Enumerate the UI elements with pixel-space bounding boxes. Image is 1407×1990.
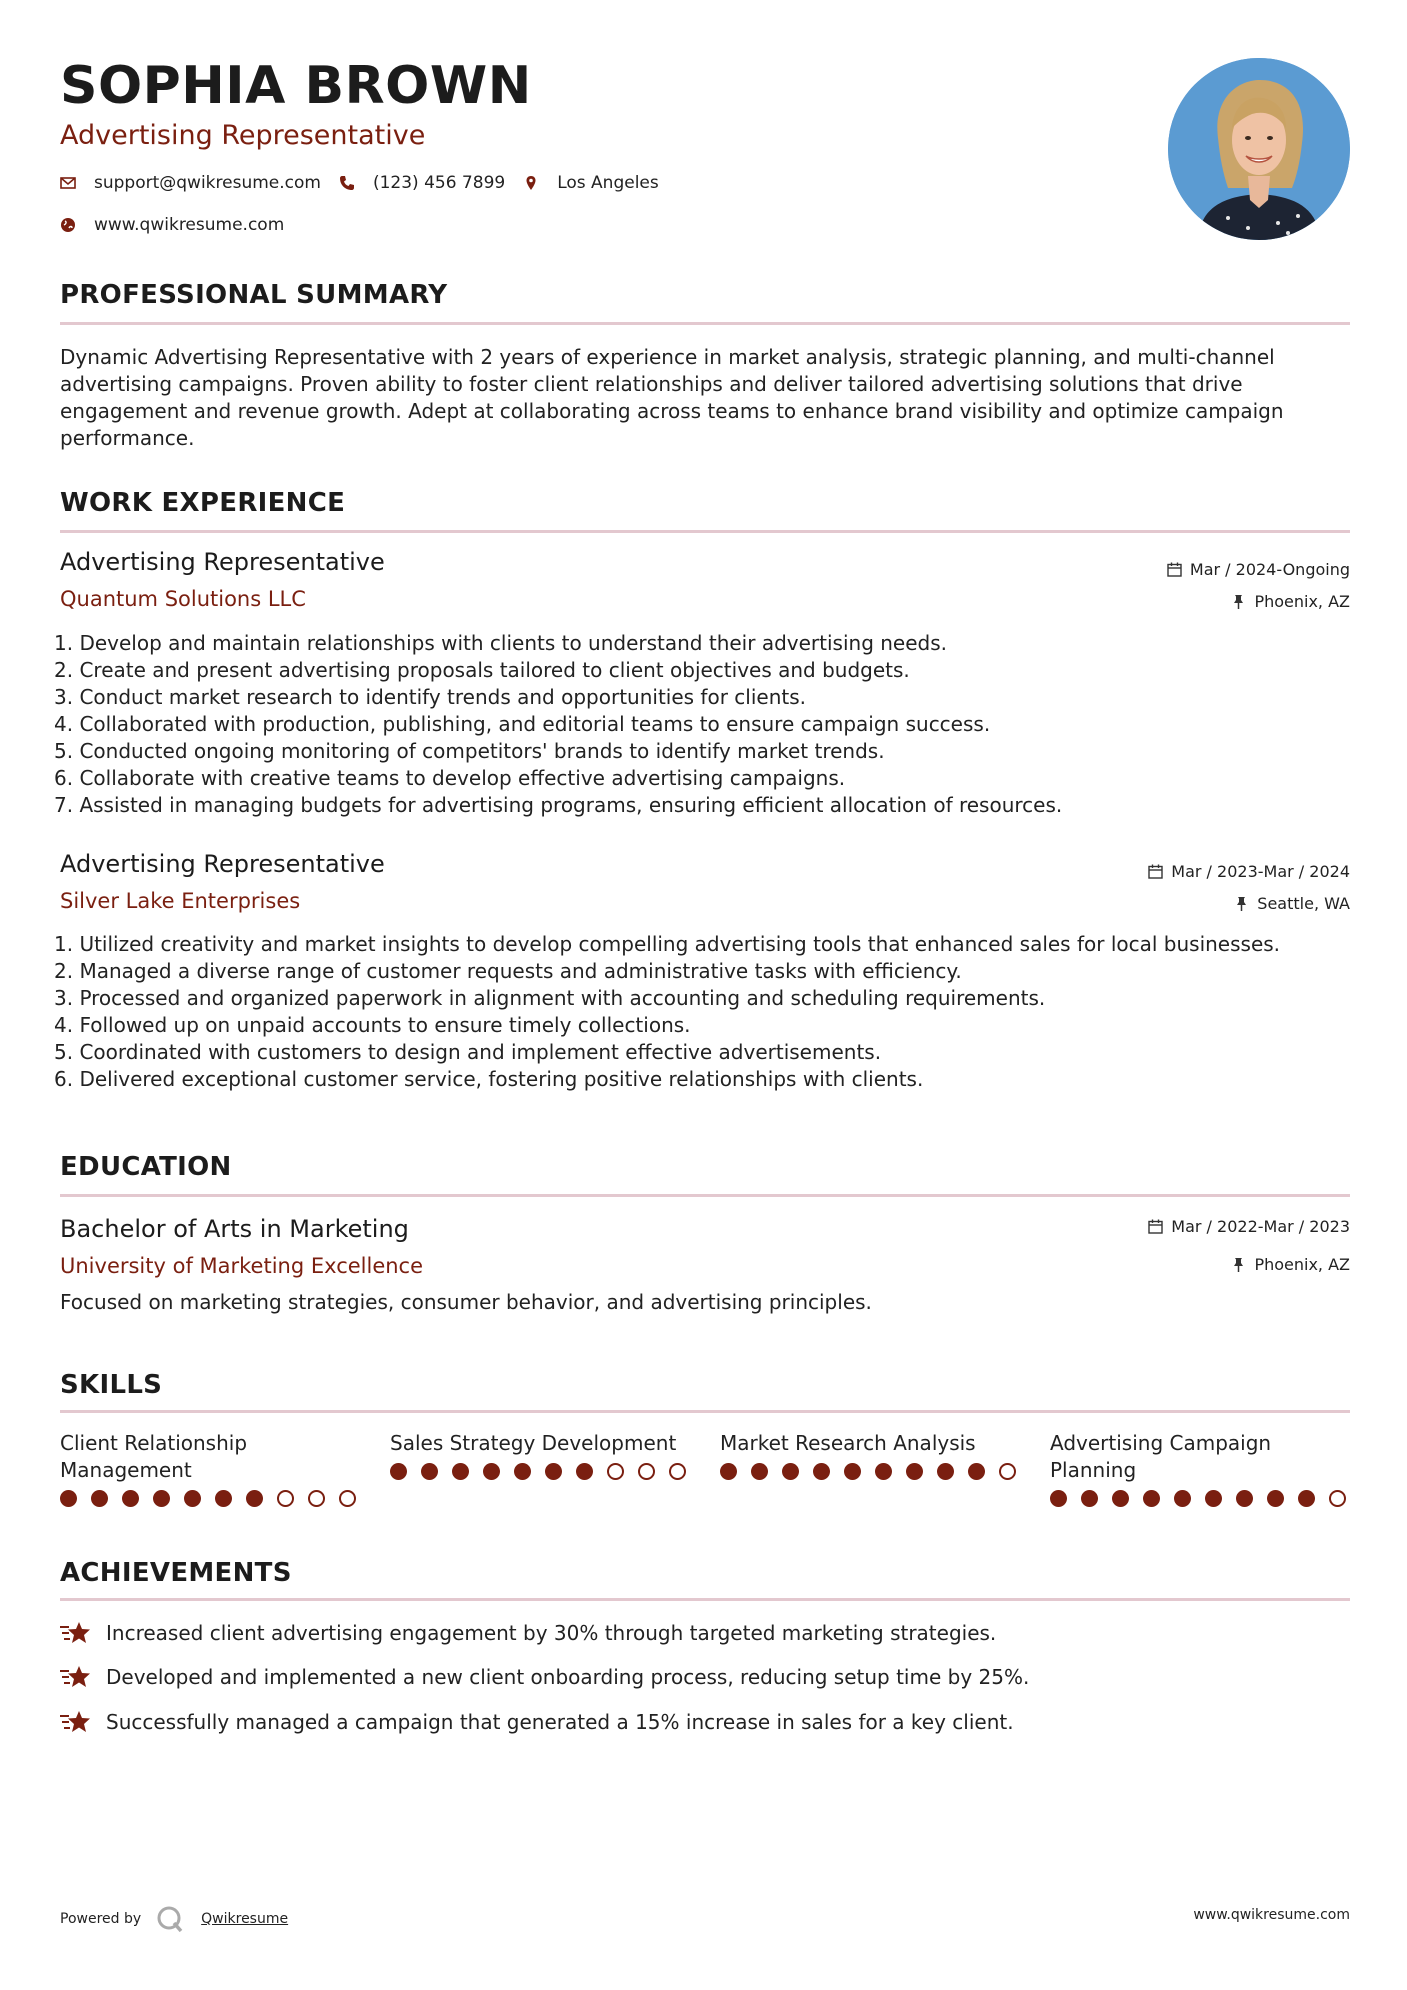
rating-dot-filled <box>452 1463 469 1480</box>
education-heading: EDUCATION <box>60 1152 232 1182</box>
skill-name: Sales Strategy Development <box>390 1431 677 1455</box>
pushpin-icon <box>1234 896 1249 911</box>
list-item: 4. Followed up on unpaid accounts to ensure timely collections. <box>54 1013 691 1037</box>
rating-dot-filled <box>1267 1490 1284 1507</box>
list-item: 1. Utilized creativity and market insights to develop compelling advertising tools that enhanced sales for local businesses. <box>54 932 1281 956</box>
job-company: Quantum Solutions LLC <box>60 587 306 611</box>
list-item: 4. Collaborated with production, publishing, and editorial teams to ensure campaign success. <box>54 712 991 736</box>
skills-heading: SKILLS <box>60 1370 163 1400</box>
job-location-text: Phoenix, AZ <box>1254 592 1350 611</box>
rating-dot-filled <box>782 1463 799 1480</box>
skill-rating <box>720 1463 1030 1480</box>
list-item: 3. Processed and organized paperwork in alignment with accounting and scheduling requirements. <box>54 986 1046 1010</box>
star-award-icon <box>60 1663 92 1691</box>
qwikresume-logo-icon <box>155 1904 185 1934</box>
skill-name: Client Relationship Management <box>60 1431 248 1482</box>
list-item: 1. Develop and maintain relationships with clients to understand their advertising needs. <box>54 631 947 655</box>
rating-dot-filled <box>122 1490 139 1507</box>
contact-row-primary <box>60 173 677 193</box>
experience-heading: WORK EXPERIENCE <box>60 488 346 518</box>
summary-text: Dynamic Advertising Representative with 2 years of experience in market analysis, strategic planning, and multi-channel advertising campaigns. Proven ability to foster client relationships and deliver tailored advertising solutions that drive engagement and revenue growth. Adept at collaborating across teams to enhance brand visibility and optimize campaign performance. <box>60 345 1284 450</box>
email-text[interactable]: support@qwikresume.com <box>94 173 321 193</box>
rating-dot-filled <box>844 1463 861 1480</box>
calendar-icon <box>1148 1219 1163 1234</box>
rating-dot-empty <box>638 1463 655 1480</box>
footer-website[interactable]: www.qwikresume.com <box>1193 1907 1350 1923</box>
star-award-icon <box>60 1619 92 1647</box>
calendar-icon <box>1167 562 1182 577</box>
contact-row-secondary <box>60 215 302 235</box>
rating-dot-filled <box>751 1463 768 1480</box>
education-dates-text: Mar / 2022-Mar / 2023 <box>1171 1217 1350 1236</box>
email-icon <box>60 175 76 191</box>
job-dates <box>1148 862 1350 881</box>
skill-item <box>60 1430 370 1507</box>
star-award-icon <box>60 1708 92 1736</box>
skill-rating <box>1050 1490 1360 1507</box>
skill-name: Advertising Campaign Planning <box>1050 1431 1272 1482</box>
skills-divider <box>60 1410 1350 1413</box>
rating-dot-filled <box>937 1463 954 1480</box>
job-location-text: Seattle, WA <box>1257 894 1350 913</box>
rating-dot-filled <box>390 1463 407 1480</box>
achievement-text: Increased client advertising engagement by 30% through targeted marketing strategies. <box>106 1621 997 1645</box>
list-item: 2. Create and present advertising proposals tailored to client objectives and budgets. <box>54 658 910 682</box>
rating-dot-filled <box>545 1463 562 1480</box>
rating-dot-filled <box>91 1490 108 1507</box>
pushpin-icon <box>1231 1257 1246 1272</box>
achievement-text: Developed and implemented a new client onboarding process, reducing setup time by 25%. <box>106 1665 1030 1689</box>
achievement-item <box>60 1663 1029 1691</box>
phone-icon <box>339 175 355 191</box>
rating-dot-empty <box>999 1463 1016 1480</box>
rating-dot-empty <box>339 1490 356 1507</box>
rating-dot-filled <box>60 1490 77 1507</box>
location-text: Los Angeles <box>557 173 659 193</box>
job-company: Silver Lake Enterprises <box>60 889 301 913</box>
skill-item <box>720 1430 1030 1480</box>
job-dates-text: Mar / 2024-Ongoing <box>1189 560 1350 579</box>
rating-dot-filled <box>1143 1490 1160 1507</box>
list-item: 5. Conducted ongoing monitoring of competitors' brands to identify market trends. <box>54 739 885 763</box>
rating-dot-filled <box>906 1463 923 1480</box>
globe-icon <box>60 217 76 233</box>
rating-dot-filled <box>1174 1490 1191 1507</box>
rating-dot-empty <box>607 1463 624 1480</box>
rating-dot-filled <box>246 1490 263 1507</box>
rating-dot-empty <box>277 1490 294 1507</box>
rating-dot-filled <box>514 1463 531 1480</box>
skill-item <box>1050 1430 1360 1507</box>
rating-dot-filled <box>968 1463 985 1480</box>
list-item: 6. Delivered exceptional customer service, fostering positive relationships with clients. <box>54 1067 924 1091</box>
footer-powered-by <box>60 1904 288 1934</box>
candidate-title: Advertising Representative <box>60 120 426 151</box>
job-location <box>1234 894 1350 913</box>
achievement-text: Successfully managed a campaign that generated a 15% increase in sales for a key client. <box>106 1710 1014 1734</box>
education-divider <box>60 1194 1350 1197</box>
rating-dot-filled <box>875 1463 892 1480</box>
powered-by-label: Powered by <box>60 1911 142 1927</box>
job-location <box>1231 592 1350 611</box>
rating-dot-filled <box>576 1463 593 1480</box>
summary-heading: PROFESSIONAL SUMMARY <box>60 280 448 310</box>
list-item: 5. Coordinated with customers to design and implement effective advertisements. <box>54 1040 882 1064</box>
achievement-item <box>60 1619 996 1647</box>
job-dates-text: Mar / 2023-Mar / 2024 <box>1171 862 1350 881</box>
job-responsibilities <box>54 630 1364 819</box>
list-item: 6. Collaborate with creative teams to develop effective advertising campaigns. <box>54 766 846 790</box>
achievement-item <box>60 1708 1014 1736</box>
education-location-text: Phoenix, AZ <box>1254 1255 1350 1274</box>
rating-dot-empty <box>669 1463 686 1480</box>
job-title: Advertising Representative <box>60 850 385 878</box>
degree-title: Bachelor of Arts in Marketing <box>60 1215 409 1243</box>
job-title: Advertising Representative <box>60 548 385 576</box>
phone-text: (123) 456 7899 <box>372 173 506 193</box>
candidate-name: SOPHIA BROWN <box>60 56 532 116</box>
rating-dot-filled <box>813 1463 830 1480</box>
education-location <box>1231 1255 1350 1274</box>
profile-photo <box>1168 58 1350 240</box>
skill-name: Market Research Analysis <box>720 1431 976 1455</box>
list-item: 7. Assisted in managing budgets for advertising programs, ensuring efficient allocation of resources. <box>54 793 1063 817</box>
skill-rating <box>390 1463 700 1480</box>
rating-dot-filled <box>215 1490 232 1507</box>
rating-dot-filled <box>1081 1490 1098 1507</box>
summary-divider <box>60 322 1350 325</box>
list-item: 3. Conduct market research to identify trends and opportunities for clients. <box>54 685 806 709</box>
rating-dot-filled <box>1050 1490 1067 1507</box>
skill-rating <box>60 1490 370 1507</box>
job-responsibilities <box>54 931 1364 1093</box>
pushpin-icon <box>1231 594 1246 609</box>
experience-divider <box>60 530 1350 533</box>
achievements-divider <box>60 1598 1350 1601</box>
education-description: Focused on marketing strategies, consumer behavior, and advertising principles. <box>60 1290 872 1314</box>
calendar-icon <box>1148 864 1163 879</box>
rating-dot-filled <box>1298 1490 1315 1507</box>
school-name: University of Marketing Excellence <box>60 1254 424 1278</box>
location-pin-icon <box>523 175 539 191</box>
rating-dot-filled <box>1112 1490 1129 1507</box>
rating-dot-filled <box>1236 1490 1253 1507</box>
rating-dot-empty <box>1329 1490 1346 1507</box>
rating-dot-filled <box>421 1463 438 1480</box>
rating-dot-filled <box>483 1463 500 1480</box>
achievements-heading: ACHIEVEMENTS <box>60 1558 292 1588</box>
rating-dot-filled <box>153 1490 170 1507</box>
website-link[interactable]: www.qwikresume.com <box>94 215 285 235</box>
list-item: 2. Managed a diverse range of customer requests and administrative tasks with efficiency. <box>54 959 962 983</box>
job-dates <box>1167 560 1350 579</box>
rating-dot-filled <box>184 1490 201 1507</box>
rating-dot-empty <box>308 1490 325 1507</box>
skill-item <box>390 1430 700 1480</box>
rating-dot-filled <box>720 1463 737 1480</box>
qwikresume-link[interactable]: Qwikresume <box>201 1911 289 1927</box>
education-dates <box>1148 1217 1350 1236</box>
rating-dot-filled <box>1205 1490 1222 1507</box>
